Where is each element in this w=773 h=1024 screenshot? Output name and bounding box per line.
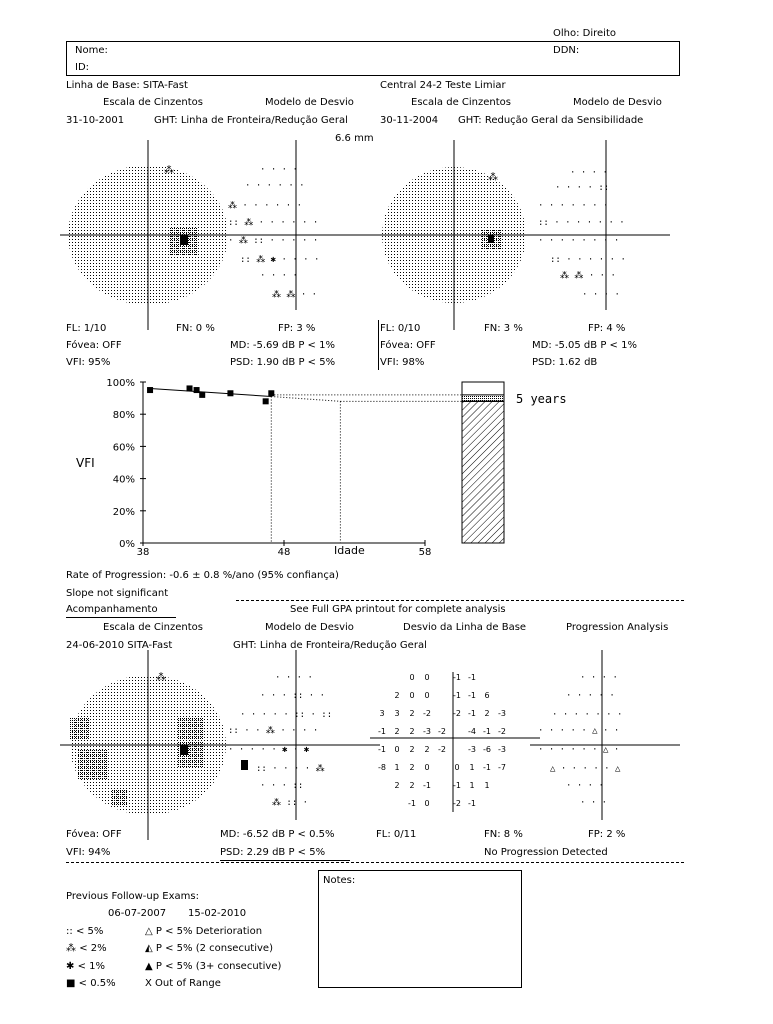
x-tick-label: 58 (418, 547, 432, 558)
legend-item-lt2 (66, 943, 107, 955)
deviation-value: -1 (378, 727, 386, 736)
svg-text:⁂ · · · · · ·: ⁂ · · · · · · (228, 201, 303, 211)
svg-text:· · · · · ✱ · ✱: · · · · · ✱ · ✱ (228, 745, 310, 755)
previous-exam-date-b: 15-02-2010 (188, 908, 247, 919)
exam1-fovea: Fóvea: OFF (66, 340, 122, 351)
deviation-heading-1: Modelo de Desvio (265, 97, 354, 108)
bar-mid (462, 395, 504, 401)
deviation-value: 2 (394, 691, 400, 700)
baseline-deviation-grid (370, 672, 540, 812)
deviation-value: -1 (468, 799, 476, 808)
pupil-size: 6.6 mm (335, 133, 374, 144)
rate-of-progression: Rate of Progression: -0.6 ± 0.8 %/ano (95% confiança) (66, 570, 339, 581)
deviation-value: -6 (483, 745, 491, 754)
svg-text::: ⁂ ✱ · · · ·: :: ⁂ ✱ · · · · (240, 255, 320, 265)
svg-text:· · · ·: · · · · (275, 673, 313, 683)
followup-deviation-heading: Modelo de Desvio (265, 622, 354, 633)
eye-label: Olho: Direito (553, 28, 616, 39)
deviation-heading-2: Modelo de Desvio (573, 97, 662, 108)
legend-text: < 0.5% (78, 978, 116, 989)
deviation-value: 2 (484, 709, 490, 718)
progression-analysis-field (530, 650, 680, 840)
exam1-psd: PSD: 1.90 dB P < 5% (230, 357, 336, 368)
deviation-value: 0 (424, 691, 430, 700)
svg-text:· · · ::: · · · :: (260, 781, 304, 791)
svg-text:· · · · · · · ·: · · · · · · · · (538, 236, 620, 246)
exam2-fl: FL: 0/10 (380, 323, 421, 334)
deviation-value: 2 (424, 745, 430, 754)
exam2-psd: PSD: 1.62 dB (532, 357, 598, 368)
legend-text: < 2% (79, 943, 107, 954)
gpa-note: See Full GPA printout for complete analysis (290, 604, 506, 615)
svg-text::: · · ⁂ · · · ·: :: · · ⁂ · · · · (228, 726, 319, 736)
deviation-value: 2 (394, 781, 400, 790)
svg-text:⁂: ⁂ (164, 165, 174, 176)
legend-text: P < 5% (2 consecutive) (155, 943, 273, 954)
exam1-fn: FN: 0 % (176, 323, 215, 334)
svg-text:· · · · ·: · · · · · (566, 691, 615, 701)
deviation-value: 2 (409, 745, 415, 754)
x-tick-label: 48 (277, 547, 291, 558)
deviation-value: -7 (498, 763, 506, 772)
exam1-ght: GHT: Linha de Fronteira/Redução Geral (154, 115, 348, 126)
legend-text: < 1% (77, 961, 105, 972)
legend-symbol: X (145, 978, 152, 989)
chart-xlabel: Idade (334, 544, 365, 557)
notes-box (318, 870, 522, 988)
grayscale-heading-1: Escala de Cinzentos (103, 97, 204, 108)
previous-exam-date-a: 06-07-2007 (108, 908, 167, 919)
followup-fovea: Fóvea: OFF (66, 829, 122, 840)
deviation-value: -1 (468, 673, 476, 682)
deviation-value: -2 (423, 709, 431, 718)
baseline-field-1 (60, 140, 380, 330)
y-tick-label: 40% (112, 474, 135, 486)
followup-fp: FP: 2 % (588, 829, 626, 840)
svg-text:· · · · · △ · ·: · · · · · △ · · (538, 726, 620, 736)
y-tick-label: 20% (112, 506, 135, 518)
followup-title: Acompanhamento (66, 604, 158, 615)
deviation-value: 0 (394, 745, 400, 754)
deviation-value: -1 (453, 781, 461, 790)
projection-label: 5 years (516, 392, 567, 406)
deviation-value: -2 (453, 799, 461, 808)
vfi-point (227, 390, 233, 396)
vfi-point (268, 390, 274, 396)
baseline-deviation-heading: Desvio da Linha de Base (403, 622, 527, 633)
y-tick-label: 100% (106, 378, 135, 389)
followup-vfi: VFI: 94% (66, 847, 111, 858)
vfi-point (147, 387, 153, 393)
patient-box (66, 41, 680, 76)
followup-underline (66, 617, 176, 618)
deviation-value: -1 (483, 763, 491, 772)
svg-text:· · · ·: · · · · (566, 781, 604, 791)
legend-text: Out of Range (155, 978, 221, 989)
deviation-value: 0 (409, 691, 415, 700)
deviation-value: 6 (484, 691, 490, 700)
exam2-fovea: Fóvea: OFF (380, 340, 436, 351)
svg-text::: · · · · ⁂: :: · · · · ⁂ (256, 764, 325, 774)
trend-line (150, 388, 271, 396)
svg-text:⁂ ⁂ · · ·: ⁂ ⁂ · · · (560, 271, 616, 281)
exam1-fp: FP: 3 % (278, 323, 316, 334)
deviation-value: 0 (424, 799, 430, 808)
deviation-value: 3 (394, 709, 400, 718)
followup-field (60, 650, 380, 840)
y-tick-label: 0% (119, 539, 135, 550)
deviation-value: -3 (423, 727, 431, 736)
vfi-chart (0, 370, 773, 570)
vfi-point (187, 385, 193, 391)
svg-text:· · · · · · ·: · · · · · · · (538, 201, 609, 211)
legend-item-deterioration (145, 926, 262, 938)
svg-text:△ · · · · · △: △ · · · · · △ (550, 764, 621, 774)
svg-text:· · ·: · · · (580, 798, 608, 808)
deviation-value: -1 (408, 799, 416, 808)
slope-note: Slope not significant (66, 588, 169, 599)
deviation-value: -3 (498, 709, 506, 718)
x-tick-label: 38 (136, 547, 150, 558)
grayscale-heading-2: Escala de Cinzentos (411, 97, 512, 108)
deviation-value: 0 (409, 673, 415, 682)
vfi-point (199, 392, 205, 398)
deviation-value: -1 (468, 709, 476, 718)
deviation-value: -2 (453, 709, 461, 718)
svg-text:· · · · · :: · ::: · · · · · :: · :: (240, 710, 333, 720)
svg-text:· · · · · · △ ·: · · · · · · △ · (538, 745, 620, 755)
deviation-value: -3 (498, 745, 506, 754)
followup-psd: PSD: 2.29 dB P < 5% (220, 847, 326, 858)
deviation-value: 1 (469, 781, 475, 790)
legend-symbol: ■ (66, 978, 76, 989)
exam2-date: 30-11-2004 (380, 115, 439, 126)
deviation-value: 0 (424, 763, 430, 772)
exam2-fp: FP: 4 % (588, 323, 626, 334)
svg-text::: · · · · · · ·: :: · · · · · · · (538, 218, 625, 228)
svg-text:· · · · · · ·: · · · · · · · (552, 710, 623, 720)
exam1-fl: FL: 1/10 (66, 323, 107, 334)
svg-text:· · · ·: · · · · (260, 271, 298, 281)
deviation-value: -2 (438, 745, 446, 754)
followup-date: 24-06-2010 SITA-Fast (66, 640, 173, 651)
previous-exams-label: Previous Follow-up Exams: (66, 891, 199, 902)
legend-text: P < 5% Deterioration (155, 926, 263, 937)
deviation-value: -1 (453, 691, 461, 700)
deviation-value: -1 (378, 745, 386, 754)
legend-item-3-consecutive (145, 961, 281, 973)
svg-text:· · · :: · ·: · · · :: · · (260, 691, 326, 701)
deviation-value: 0 (424, 673, 430, 682)
deviation-value: 1 (484, 781, 490, 790)
deviation-value: 1 (469, 763, 475, 772)
legend-symbol: ▲ (145, 961, 153, 972)
deviation-value: 2 (409, 709, 415, 718)
deviation-value: 1 (394, 763, 400, 772)
deviation-value: 0 (454, 763, 460, 772)
legend-item-lt5 (66, 926, 103, 938)
baseline-title: Linha de Base: SITA-Fast (66, 80, 188, 91)
deviation-value: 2 (409, 763, 415, 772)
chart-ylabel: VFI (76, 456, 95, 470)
y-tick-label: 60% (112, 442, 135, 454)
exam1-md: MD: -5.69 dB P < 1% (230, 340, 335, 351)
svg-text:· · · · · ·: · · · · · · (245, 181, 305, 191)
legend-item-lt05 (66, 978, 116, 990)
svg-text::: · · · · · ·: :: · · · · · · (550, 255, 626, 265)
legend-item-2-consecutive (145, 943, 273, 955)
deviation-value: -1 (483, 727, 491, 736)
deviation-value: 2 (409, 781, 415, 790)
exam2-md: MD: -5.05 dB P < 1% (532, 340, 637, 351)
deviation-value: 3 (379, 709, 385, 718)
followup-md: MD: -6.52 dB P < 0.5% (220, 829, 335, 840)
progression-result: No Progression Detected (484, 847, 608, 858)
id-label: ID: (75, 62, 90, 73)
legend-symbol: ◭ (145, 943, 153, 954)
legend-symbol: :: (66, 926, 73, 937)
svg-text:⁂: ⁂ (156, 672, 166, 683)
vfi-point (194, 387, 200, 393)
deviation-value: -2 (438, 727, 446, 736)
svg-text:· · · · ::: · · · · :: (555, 183, 610, 193)
svg-text:· · · ·: · · · · (582, 290, 620, 300)
legend-item-out-of-range (145, 978, 221, 990)
legend-text: P < 5% (3+ consecutive) (155, 961, 282, 972)
exam1-vfi: VFI: 95% (66, 357, 111, 368)
svg-text:⁂: ⁂ (488, 172, 498, 183)
bar-projected (462, 401, 504, 543)
svg-text:· · · ·: · · · · (260, 165, 298, 175)
legend-text: < 5% (75, 926, 104, 937)
legend-symbol: ⁂ (66, 943, 76, 954)
legend-symbol: △ (145, 926, 153, 937)
svg-text:⁂ ⁂ · ·: ⁂ ⁂ · · (272, 290, 318, 300)
legend-item-lt1 (66, 961, 105, 973)
svg-text:· · · ·: · · · · (580, 673, 618, 683)
followup-grayscale-heading: Escala de Cinzentos (103, 622, 204, 633)
followup-ght: GHT: Linha de Fronteira/Redução Geral (233, 640, 427, 651)
vfi-point (263, 398, 269, 404)
deviation-value: -1 (423, 781, 431, 790)
followup-fn: FN: 8 % (484, 829, 523, 840)
exam2-ght: GHT: Redução Geral da Sensibilidade (458, 115, 644, 126)
deviation-value: -8 (378, 763, 386, 772)
svg-text::: ⁂ · · · · · ·: :: ⁂ · · · · · · (228, 218, 319, 228)
deviation-value: -2 (498, 727, 506, 736)
section-divider-2 (66, 862, 684, 863)
progression-heading: Progression Analysis (566, 622, 669, 633)
exam2-vfi: VFI: 98% (380, 357, 425, 368)
svg-text:· ⁂ :: · · · · ·: · ⁂ :: · · · · · (228, 236, 319, 246)
notes-label: Notes: (323, 875, 356, 886)
y-tick-label: 80% (112, 410, 135, 422)
test-name: Central 24-2 Teste Limiar (380, 80, 506, 91)
projection-line (271, 396, 340, 401)
deviation-value: -4 (468, 727, 476, 736)
section-divider-1 (236, 600, 684, 601)
dob-label: DDN: (553, 45, 580, 56)
deviation-value: 2 (409, 727, 415, 736)
deviation-value: -1 (453, 673, 461, 682)
exam2-fn: FN: 3 % (484, 323, 523, 334)
exam1-date: 31-10-2001 (66, 115, 125, 126)
deviation-value: 2 (394, 727, 400, 736)
deviation-value: -3 (468, 745, 476, 754)
svg-text:· · · ·: · · · · (570, 168, 608, 178)
followup-fl: FL: 0/11 (376, 829, 417, 840)
legend-symbol: ✱ (66, 961, 75, 972)
name-label: Nome: (75, 45, 108, 56)
baseline-field-2 (370, 140, 670, 330)
svg-text:⁂ :: ·: ⁂ :: · (272, 798, 309, 808)
deviation-value: -1 (468, 691, 476, 700)
